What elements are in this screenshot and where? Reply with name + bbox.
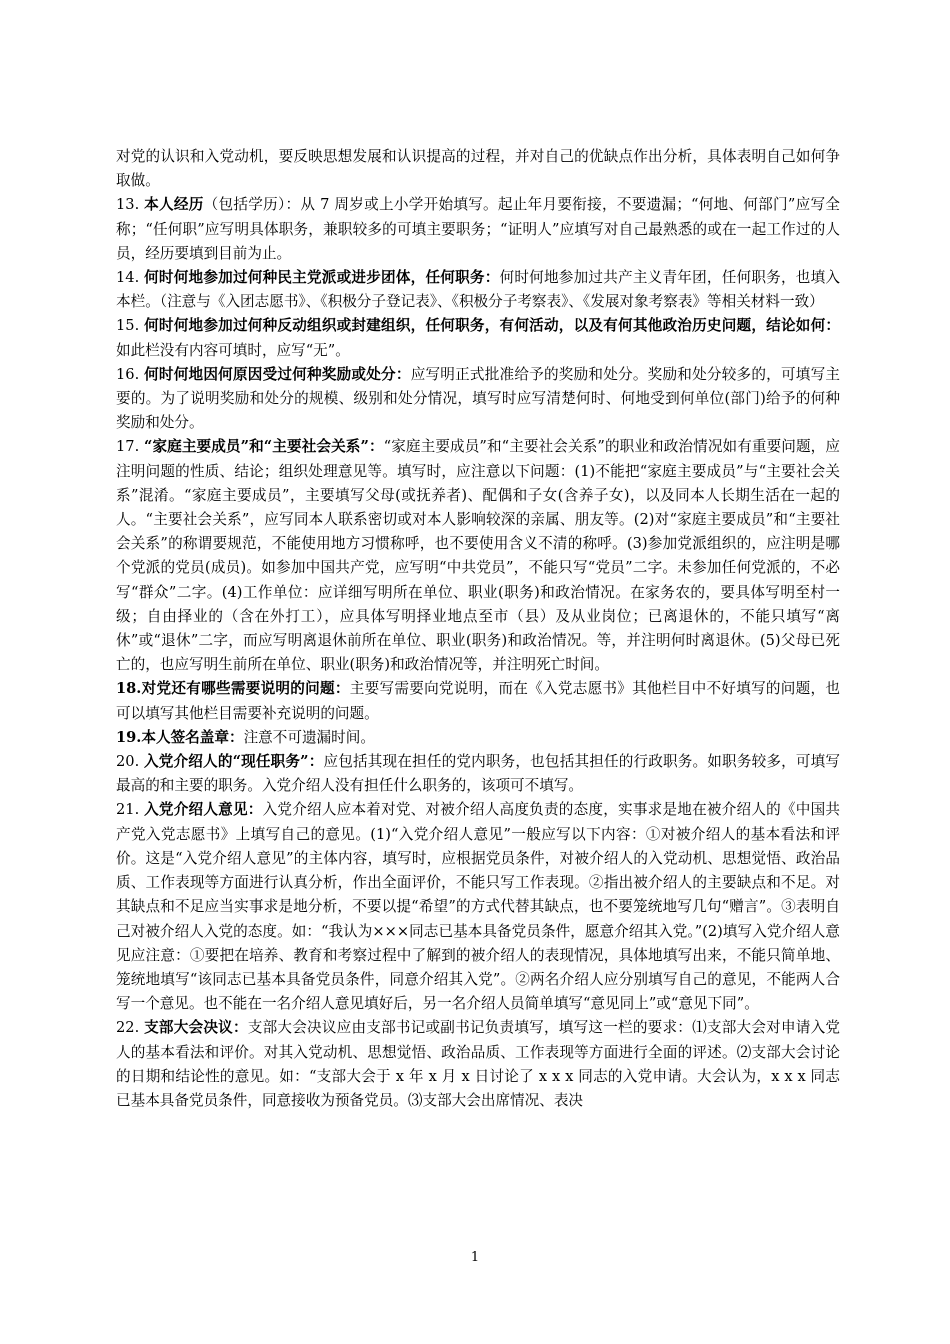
paragraph-text: 应写明正式批准给予的奖励和处分。奖励和处分较多的，可填写主要的。为了说明奖励和处分的规模、级别和处分情况，填写时应写清楚何时、何地受到何单位(部门)给予的何种奖励和处分。: [116, 365, 840, 432]
paragraph-number: 18.: [116, 680, 142, 698]
paragraph-15: [116, 314, 840, 362]
paragraph-21: [116, 798, 840, 1016]
paragraph-text: 支部大会决议应由支部书记或副书记负责填写，填写这一栏的要求：⑴支部大会对申请入党人的基本看法和评价。对其入党动机、思想觉悟、政治品质、工作表现等方面进行全面的评述。⑵支部大会讨论的日期和结论性的意见。如：“支部大会于 x 年 x 月 x 日讨论了 x x x 同志的入党申请。大会认为，x x x 同志已基本具备党员条件，同意接收为预备党员。⑶支部大会出席情况、表决: [116, 1019, 840, 1109]
paragraph-number: 20.: [116, 753, 145, 771]
paragraph-number: 16.: [116, 365, 145, 383]
paragraph-number: 22.: [116, 1019, 145, 1037]
paragraph-text: 何时何地参加过共产主义青年团，任何职务，也填入本栏。（注意与《入团志愿书》、《积极分子登记表》、《积极分子考察表》、《发展对象考察表》等相关材料一致）: [116, 269, 840, 311]
paragraph-text: 入党介绍人应本着对党、对被介绍人高度负责的态度，实事求是地在被介绍人的《中国共产党入党志愿书》上填写自己的意见。(1)“入党介绍人意见”一般应写以下内容：①对被介绍人的基本看法和评价。这是“入党介绍人意见”的主体内容，填写时，应根据党员条件，对被介绍人的入党动机、思想觉悟、政治品质、工作表现等方面进行认真分析，作出全面评价，不能只写工作表现。②指出被介绍人的主要缺点和不足。对其缺点和不足应当实事求是地分析，不要以提“希望”的方式代替其缺点，也不要笼统地写几句“赠言”。③表明自己对被介绍人入党的态度。如：“我认为×××同志已基本具备党员条件，愿意介绍其入党。”(2)填写入党介绍人意见应注意：①要把在培养、教育和考察过程中了解到的被介绍人的表现情况，具体地填写出来，不能只简单地、笼统地填写“该同志已基本具备党员条件，同意介绍其入党”。②两名介绍人应分别填写自己的意见，不能两人合写一个意见。也不能在一名介绍人意见填好后，另一名介绍人员简单填写“意见同上”或“意见下同”。: [116, 801, 840, 1013]
paragraph-text: 如此栏没有内容可填时，应写“无”。: [116, 341, 350, 359]
paragraph-text: 主要写需要向党说明，而在《入党志愿书》其他栏目中不好填写的问题，也可以填写其他栏目需要补充说明的问题。: [116, 680, 840, 722]
paragraph-heading: 何时何地因何原因受过何种奖励或处分：: [144, 365, 411, 383]
paragraph-text: 注意不可遗漏时间。: [243, 728, 375, 746]
paragraph-13: [116, 193, 840, 266]
paragraph-16: [116, 363, 840, 436]
paragraph-intro: [116, 145, 840, 193]
paragraph-text: “家庭主要成员”和“主要社会关系”的职业和政治情况如有重要问题，应注明问题的性质、结论；组织处理意见等。填写时，应注意以下问题：(1)不能把“家庭主要成员”与“主要社会关系”混淆。“家庭主要成员”，主要填写父母(或抚养者)、配偶和子女(含养子女)，以及同本人长期生活在一起的人。“主要社会关系”，应写同本人联系密切或对本人影响较深的亲属、朋友等。(2)对“家庭主要成员”和“主要社会关系”的称谓要规范，不能使用地方习惯称呼，也不要使用含义不清的称呼。(3)参加党派组织的，应注明是哪个党派的党员(成员)。如参加中国共产党，应写明“中共党员”，不能只写“党员”二字。未参加任何党派的，不必写“群众”二字。(4)工作单位：应详细写明所在单位、职业(职务)和政治情况。在家务农的，要具体写明至村一级；自由择业的（含在外打工），应具体写明择业地点至市（县）及从业岗位；已离退休的，不能只填写“离休”或“退休”二字，而应写明离退休前所在单位、职业(职务)和政治情况。等，并注明何时离退休。(5)父母已死亡的，也应写明生前所在单位、职业(职务)和政治情况等，并注明死亡时间。: [116, 438, 840, 674]
paragraph-20: [116, 750, 840, 798]
paragraph-heading: 何时何地参加过何种反动组织或封建组织，任何职务，有何活动，以及有何其他政治历史问题，结论如何：: [144, 317, 840, 335]
paragraph-text: 应包括其现在担任的党内职务，也包括其担任的行政职务。如职务较多，可填写最高的和主要的职务。入党介绍人没有担任什么职务的，该项可不填写。: [116, 753, 840, 795]
paragraph-heading: “家庭主要成员”和“主要社会关系”：: [143, 438, 384, 456]
paragraph-18: [116, 677, 840, 725]
paragraph-heading: 入党介绍人意见：: [144, 801, 263, 819]
paragraph-heading: 何时何地参加过何种民主党派或进步团体，任何职务：: [144, 269, 500, 287]
paragraph-number: 21.: [116, 801, 145, 819]
paragraph-number: 19.: [116, 728, 142, 746]
page-number: 1: [470, 1250, 480, 1265]
document-body: [116, 145, 840, 1113]
paragraph-text: （包括学历）：从 7 周岁或上小学开始填写。起止年月要衔接，不要遗漏；“何地、何部门”应写全称；“任何职”应写明具体职务，兼职较多的可填主要职务；“证明人”应填写对自己最熟悉的或在一起工作过的人员，经历要填到目前为止。: [116, 196, 840, 262]
paragraph-heading: 入党介绍人的“现任职务”：: [144, 753, 324, 771]
paragraph-14: [116, 266, 840, 314]
paragraph-22: [116, 1016, 840, 1113]
paragraph-number: 17.: [116, 438, 144, 456]
paragraph-17: [116, 435, 840, 677]
paragraph-text: 对党的认识和入党动机，要反映思想发展和认识提高的过程，并对自己的优缺点作出分析，具体表明自己如何争取做。: [116, 148, 840, 190]
paragraph-heading: 对党还有哪些需要说明的问题：: [141, 680, 350, 698]
paragraph-19: [116, 726, 840, 750]
paragraph-heading: 本人签名盖章：: [141, 728, 244, 746]
paragraph-heading: 本人经历: [144, 196, 204, 214]
paragraph-number: 14.: [116, 269, 145, 287]
paragraph-number: 15.: [116, 317, 145, 335]
paragraph-heading: 支部大会决议：: [144, 1019, 248, 1037]
paragraph-number: 13.: [116, 196, 145, 214]
